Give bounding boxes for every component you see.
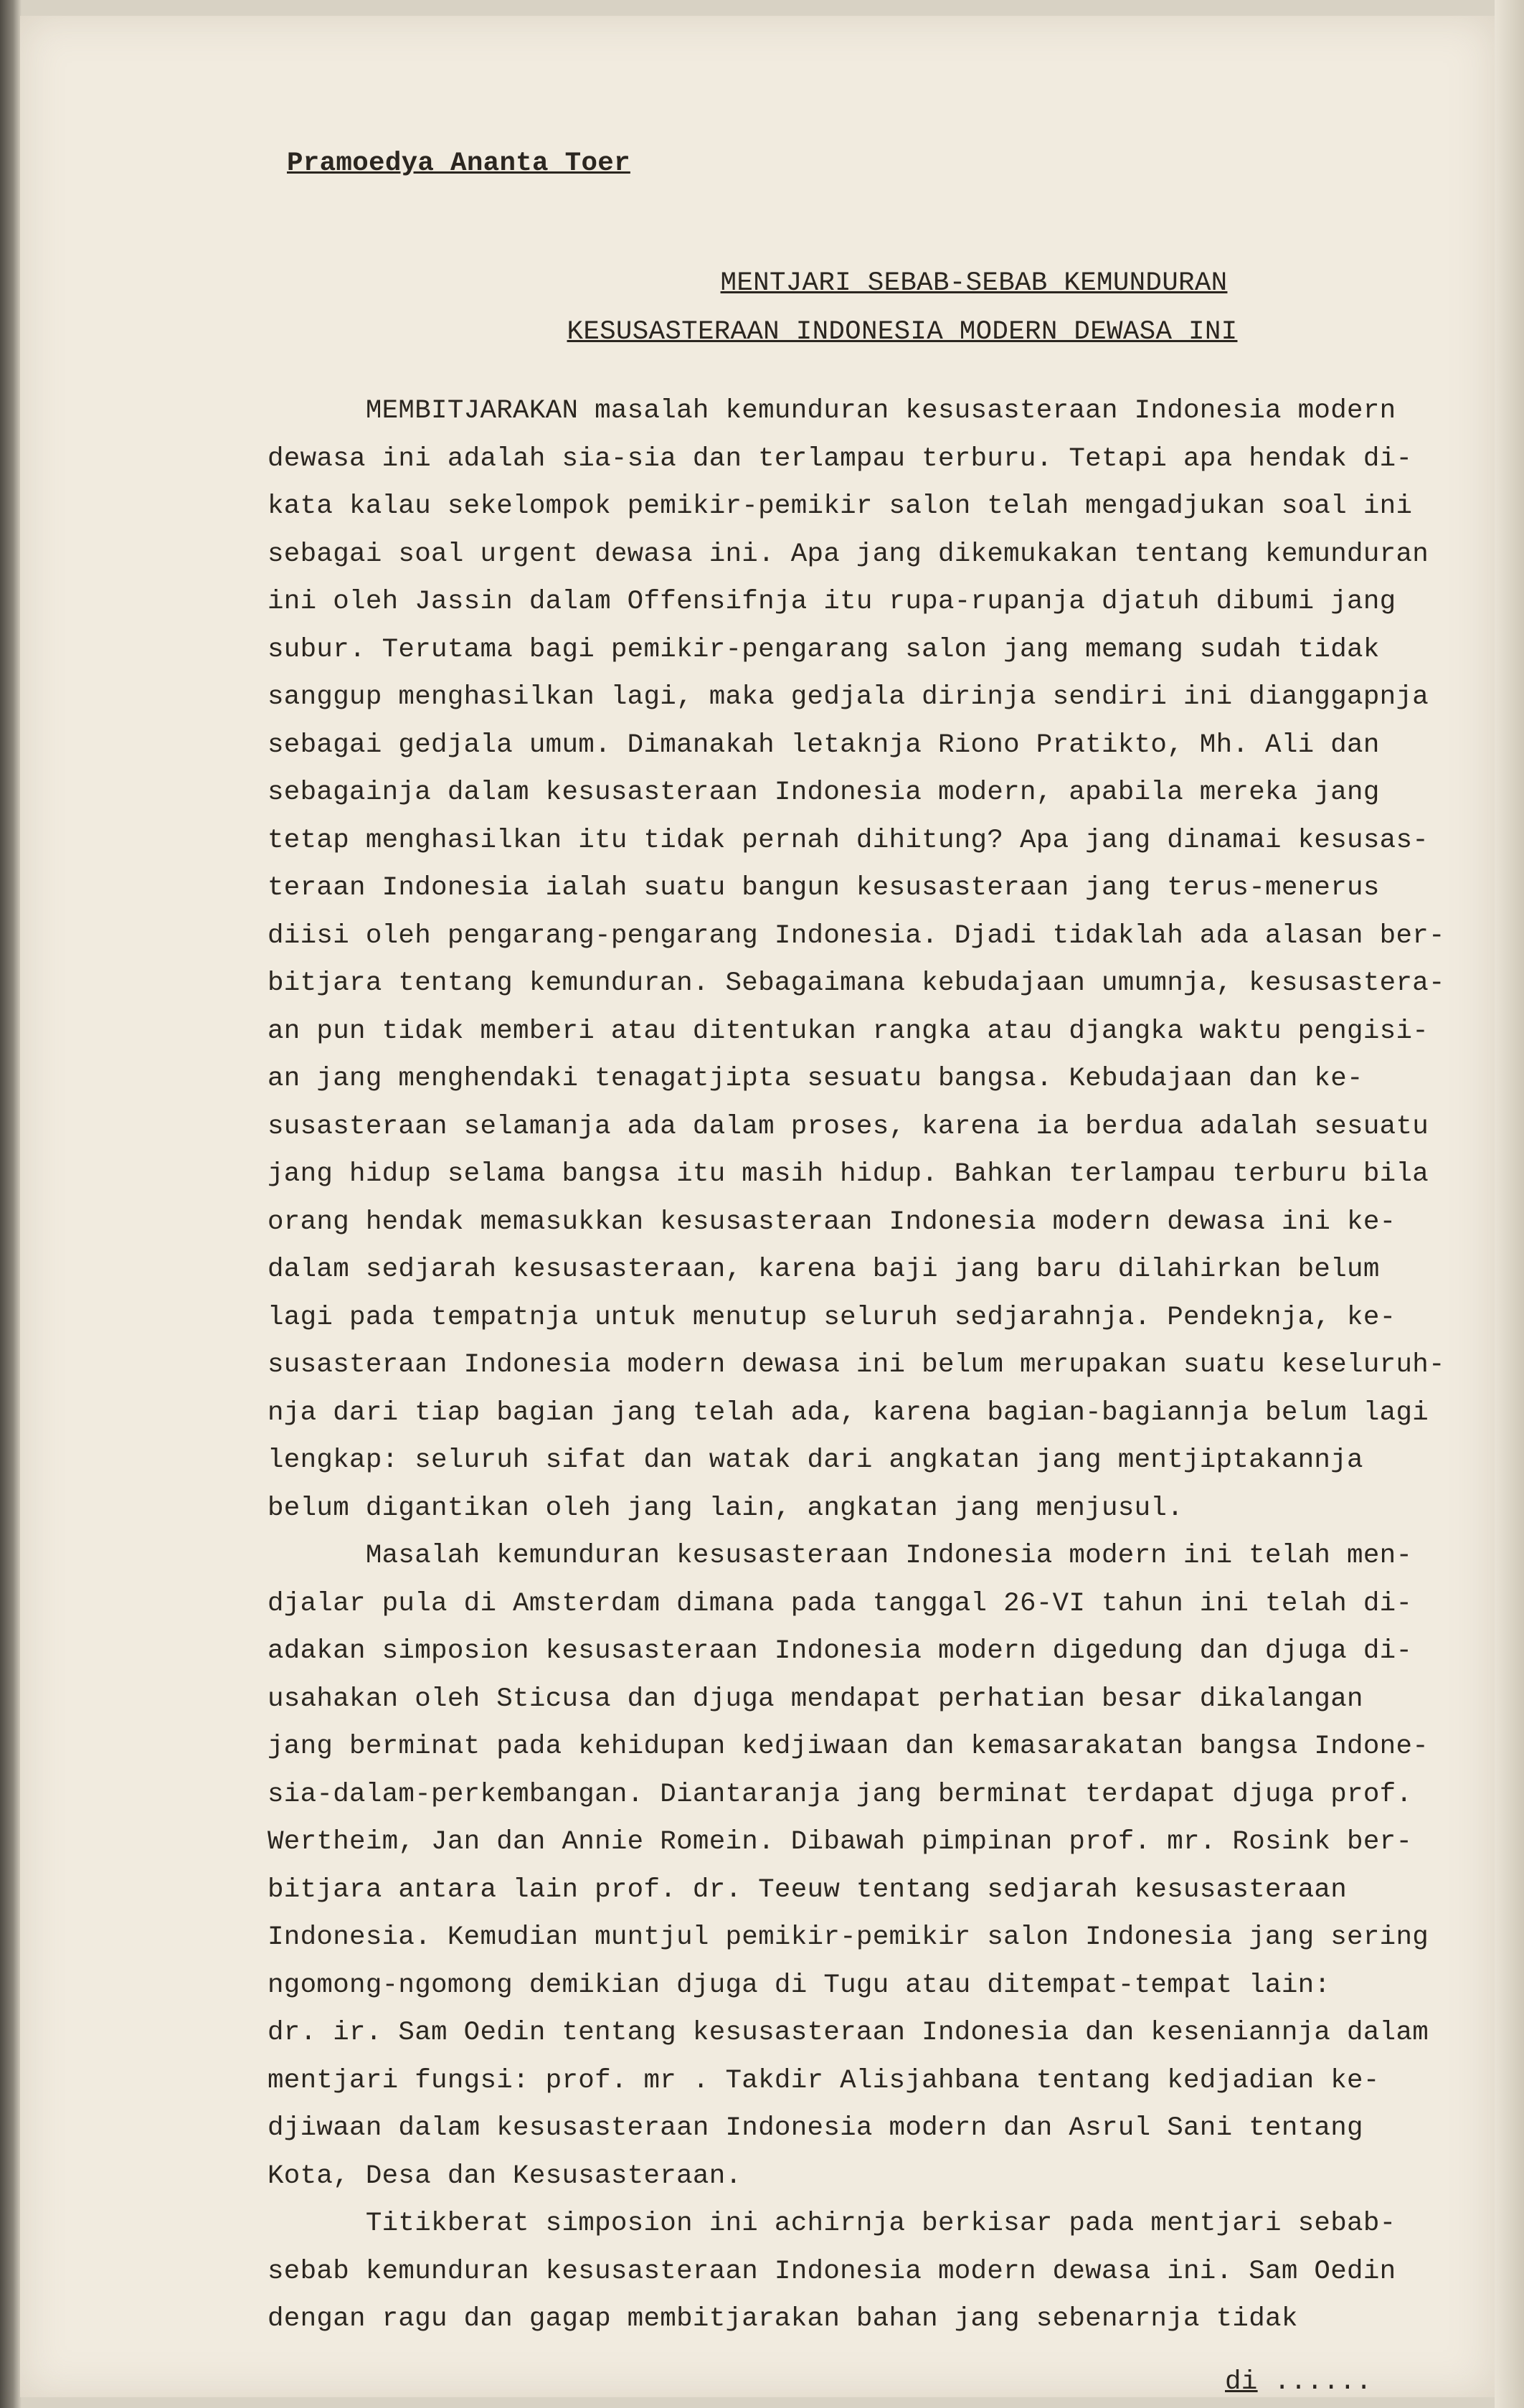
author-name: Pramoedya Ananta Toer [287,148,630,179]
body-line: Titikberat simposion ini achirnja berkisar pada mentjari sebab- [268,2209,1396,2239]
body-line: jang berminat pada kehidupan kedjiwaan dan kemasarakatan bangsa Indone- [268,1732,1429,1762]
body-line: bitjara tentang kemunduran. Sebagaimana kebudajaan umumnja, kesusastera- [268,968,1445,998]
body-line: kata kalau sekelompok pemikir-pemikir salon telah mengadjukan soal ini [268,491,1413,521]
body-line: dr. ir. Sam Oedin tentang kesusasteraan Indonesia dan keseniannja dalam [268,2018,1429,2048]
body-line: sanggup menghasilkan lagi, maka gedjala dirinja sendiri ini dianggapnja [268,682,1429,712]
body-line: Wertheim, Jan dan Annie Romein. Dibawah pimpinan prof. mr. Rosink ber- [268,1827,1413,1857]
body-line: teraan Indonesia ialah suatu bangun kesusasteraan jang terus-menerus [268,873,1380,903]
body-line: sia-dalam-perkembangan. Diantaranja jang berminat terdapat djuga prof. [268,1779,1413,1810]
body-line: dewasa ini adalah sia-sia dan terlampau terburu. Tetapi apa hendak di- [268,443,1413,474]
body-line: djiwaan dalam kesusasteraan Indonesia modern dan Asrul Sani tentang [268,2113,1363,2143]
body-line: belum digantikan oleh jang lain, angkatan jang menjusul. [268,1493,1184,1524]
body-line: sebagai soal urgent dewasa ini. Apa jang dikemukakan tentang kemunduran [268,539,1429,570]
body-line: bitjara antara lain prof. dr. Teeuw tentang sedjarah kesusasteraan [268,1874,1348,1905]
body-line: jang hidup selama bangsa itu masih hidup. Bahkan terlampau terburu bila [268,1159,1429,1189]
body-line: Masalah kemunduran kesusasteraan Indonesia modern ini telah men- [268,1541,1413,1571]
continuation-word: di [1225,2367,1258,2397]
body-line: djalar pula di Amsterdam dimana pada tanggal 26-VI tahun ini telah di- [268,1588,1413,1619]
body-line: diisi oleh pengarang-pengarang Indonesia. Djadi tidaklah ada alasan ber- [268,920,1445,951]
body-line: Kota, Desa dan Kesusasteraan. [268,2161,742,2191]
body-line: ngomong-ngomong demikian djuga di Tugu atau ditempat-tempat lain: [268,1970,1331,2001]
body-line: lengkap: seluruh sifat dan watak dari angkatan jang mentjiptakannja [268,1445,1363,1476]
body-line: dengan ragu dan gagap membitjarakan bahan jang sebenarnja tidak [268,2304,1298,2334]
body-line: MEMBITJARAKAN masalah kemunduran kesusasteraan Indonesia modern [268,396,1396,426]
continuation-dots: ...... [1257,2367,1373,2397]
continuation-marker [1225,2367,1372,2397]
body-line: usahakan oleh Sticusa dan djuga mendapat perhatian besar dikalangan [268,1684,1363,1714]
body-line: an jang menghendaki tenagatjipta sesuatu bangsa. Kebudajaan dan ke- [268,1064,1363,1094]
body-line: sebab kemunduran kesusasteraan Indonesia modern dewasa ini. Sam Oedin [268,2256,1396,2287]
body-line: adakan simposion kesusasteraan Indonesia modern digedung dan djuga di- [268,1636,1413,1666]
body-line: sebagainja dalam kesusasteraan Indonesia modern, apabila mereka jang [268,778,1380,808]
body-line: sebagai gedjala umum. Dimanakah letaknja Riono Pratikto, Mh. Ali dan [268,730,1380,760]
title-line-2: KESUSASTERAAN INDONESIA MODERN DEWASA INI [567,317,1238,347]
body-line: dalam sedjarah kesusasteraan, karena baji jang baru dilahirkan belum [268,1255,1380,1285]
body-line: tetap menghasilkan itu tidak pernah dihitung? Apa jang dinamai kesusas- [268,825,1429,856]
body-line: subur. Terutama bagi pemikir-pengarang salon jang memang sudah tidak [268,634,1380,665]
body-line: nja dari tiap bagian jang telah ada, karena bagian-bagiannja belum lagi [268,1397,1429,1428]
body-line: mentjari fungsi: prof. mr . Takdir Alisjahbana tentang kedjadian ke- [268,2065,1380,2096]
title-line-1: MENTJARI SEBAB-SEBAB KEMUNDURAN [720,268,1228,298]
body-line: susasteraan selamanja ada dalam proses, karena ia berdua adalah sesuatu [268,1111,1429,1142]
body-line: ini oleh Jassin dalam Offensifnja itu rupa-rupanja djatuh dibumi jang [268,587,1396,617]
body-line: orang hendak memasukkan kesusasteraan Indonesia modern dewasa ini ke- [268,1207,1396,1237]
body-line: lagi pada tempatnja untuk menutup seluruh sedjarahnja. Pendeknja, ke- [268,1302,1396,1333]
paper-sheet [20,16,1495,2397]
body-line: Indonesia. Kemudian muntjul pemikir-pemikir salon Indonesia jang sering [268,1922,1429,1953]
body-line: an pun tidak memberi atau ditentukan rangka atau djangka waktu pengisi- [268,1016,1429,1047]
body-line: susasteraan Indonesia modern dewasa ini belum merupakan suatu keseluruh- [268,1350,1445,1380]
page-edge [1495,0,1524,2408]
